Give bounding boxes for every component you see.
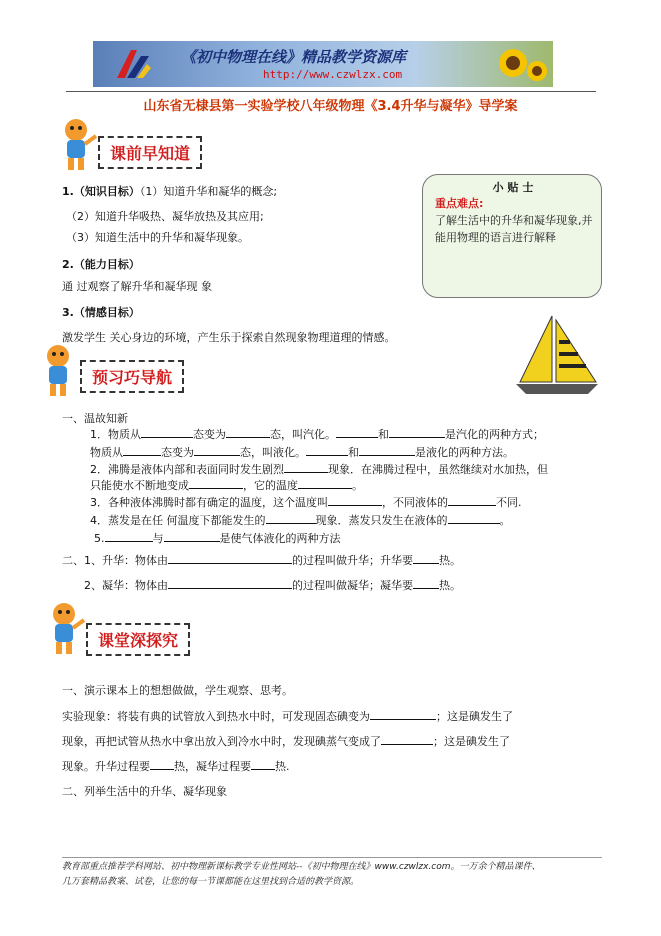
- tips-box: [422, 174, 602, 298]
- preview-line-7: 5. 与 是使气体液化的两种方法: [94, 532, 341, 545]
- tips-body: 了解生活中的升华和凝华现象,并能用物理的语言进行解释: [435, 214, 593, 244]
- blank-field[interactable]: [336, 426, 378, 438]
- preview-line-6: 4．蒸发是在任 何温度下都能发生的 现象．蒸发只发生在液体的 。: [90, 514, 511, 527]
- tiger-mascot-icon: [56, 116, 100, 174]
- preview-line-2: 物质从 态变为 态，叫液化。 和 是液化的两种方法。: [90, 446, 514, 459]
- explore-p3: 现象，再把试管从热水中拿出放入到冷水中时，发现碘蒸气变成了 ；这是碘发生了: [62, 735, 510, 748]
- preview-line-4: 只能使水不断地变成 ，它的温度 。: [90, 479, 363, 492]
- blank-field[interactable]: [413, 577, 439, 589]
- sunflower-icon: [493, 43, 549, 85]
- blank-field[interactable]: [168, 577, 292, 589]
- goal-1-item-2: （2）知道升华吸热、凝华放热及其应用;: [66, 210, 264, 223]
- blank-field[interactable]: [141, 426, 193, 438]
- preview-deposition: 2、凝华：物体由 的过程叫做凝华；凝华要 热。: [84, 579, 461, 592]
- blank-field[interactable]: [194, 444, 240, 456]
- blank-field[interactable]: [359, 444, 415, 456]
- goal-3-heading: 3.（情感目标）: [62, 306, 140, 319]
- explore-p5: 二、列举生活中的升华、凝华现象: [62, 785, 227, 798]
- blank-field[interactable]: [284, 461, 328, 473]
- blank-field[interactable]: [389, 426, 445, 438]
- blank-field[interactable]: [189, 477, 243, 489]
- explore-p1: 一、演示课本上的想想做做，学生观察、思考。: [62, 684, 293, 697]
- blank-field[interactable]: [105, 530, 153, 542]
- tips-title: 小 贴 士: [492, 181, 534, 194]
- sailboat-icon: [512, 312, 602, 398]
- footer-line-1: 教育部重点推荐学科网站、初中物理新课标教学专业性网站--《初中物理在线》www.czwlzx.com。一万余个精品课件、: [62, 862, 541, 872]
- footer-divider: [62, 857, 602, 858]
- banner-url[interactable]: http://www.czwlzx.com: [263, 68, 403, 81]
- tiger-mascot-icon: [38, 342, 82, 400]
- page-footer: [62, 860, 602, 890]
- section-title-preview: 预习巧导航: [80, 360, 184, 393]
- header-divider: [66, 91, 596, 92]
- section-title-explore: 课堂深探究: [86, 623, 190, 656]
- explore-p2: 实验现象：将装有典的试管放入到热水中时，可发现固态碘变为 ；这是碘发生了: [62, 710, 513, 723]
- blank-field[interactable]: [328, 494, 382, 506]
- blank-field[interactable]: [413, 552, 439, 564]
- site-logo-icon: [113, 46, 153, 82]
- blank-field[interactable]: [150, 758, 174, 770]
- blank-field[interactable]: [370, 708, 436, 720]
- tiger-mascot-icon: [44, 600, 88, 658]
- header-banner: [93, 41, 553, 87]
- blank-field[interactable]: [448, 512, 500, 524]
- goal-2-heading: 2.（能力目标）: [62, 258, 140, 271]
- goal-2-text: 通 过观察了解升华和凝华现 象: [62, 280, 212, 293]
- blank-field[interactable]: [306, 444, 348, 456]
- preview-line-5: 3．各种液体沸腾时都有确定的温度，这个温度叫 ，不同液体的 不同.: [90, 496, 522, 509]
- goal-3-text: 激发学生 关心身边的环境，产生乐于探索自然现象物理道理的情感。: [62, 331, 396, 344]
- blank-field[interactable]: [251, 758, 275, 770]
- goal-1-item-3: （3）知道生活中的升华和凝华现象。: [66, 231, 249, 244]
- footer-line-2: 几万套精品教案、试卷，让您的每一节课都能在这里找到合适的教学资源。: [62, 877, 360, 887]
- tips-key-label: 重点难点:: [435, 197, 484, 210]
- blank-field[interactable]: [168, 552, 292, 564]
- blank-field[interactable]: [381, 733, 433, 745]
- preview-heading-1: 一、温故知新: [62, 412, 128, 425]
- preview-sublimation: 二、1、升华：物体由 的过程叫做升华；升华要 热。: [62, 554, 461, 567]
- explore-p4: 现象。升华过程要 热，凝华过程要 热.: [62, 760, 290, 773]
- goal-1-heading: 1.（知识目标）（1）知道升华和凝华的概念;: [62, 185, 278, 198]
- banner-title: 《初中物理在线》精品教学资源库: [181, 48, 407, 66]
- page-title: 山东省无棣县第一实验学校八年级物理《3.4升华与凝华》导学案: [143, 99, 518, 114]
- blank-field[interactable]: [448, 494, 496, 506]
- section-title-before-class: 课前早知道: [98, 136, 202, 169]
- preview-line-1: 1．物质从 态变为 态，叫汽化。 和 是汽化的两种方式；: [90, 428, 544, 441]
- blank-field[interactable]: [164, 530, 220, 542]
- preview-line-3: 2．沸腾是液体内部和表面同时发生剧烈 现象．在沸腾过程中，虽然继续对水加热，但: [90, 463, 548, 476]
- blank-field[interactable]: [298, 477, 352, 489]
- blank-field[interactable]: [226, 426, 270, 438]
- blank-field[interactable]: [266, 512, 316, 524]
- blank-field[interactable]: [123, 444, 161, 456]
